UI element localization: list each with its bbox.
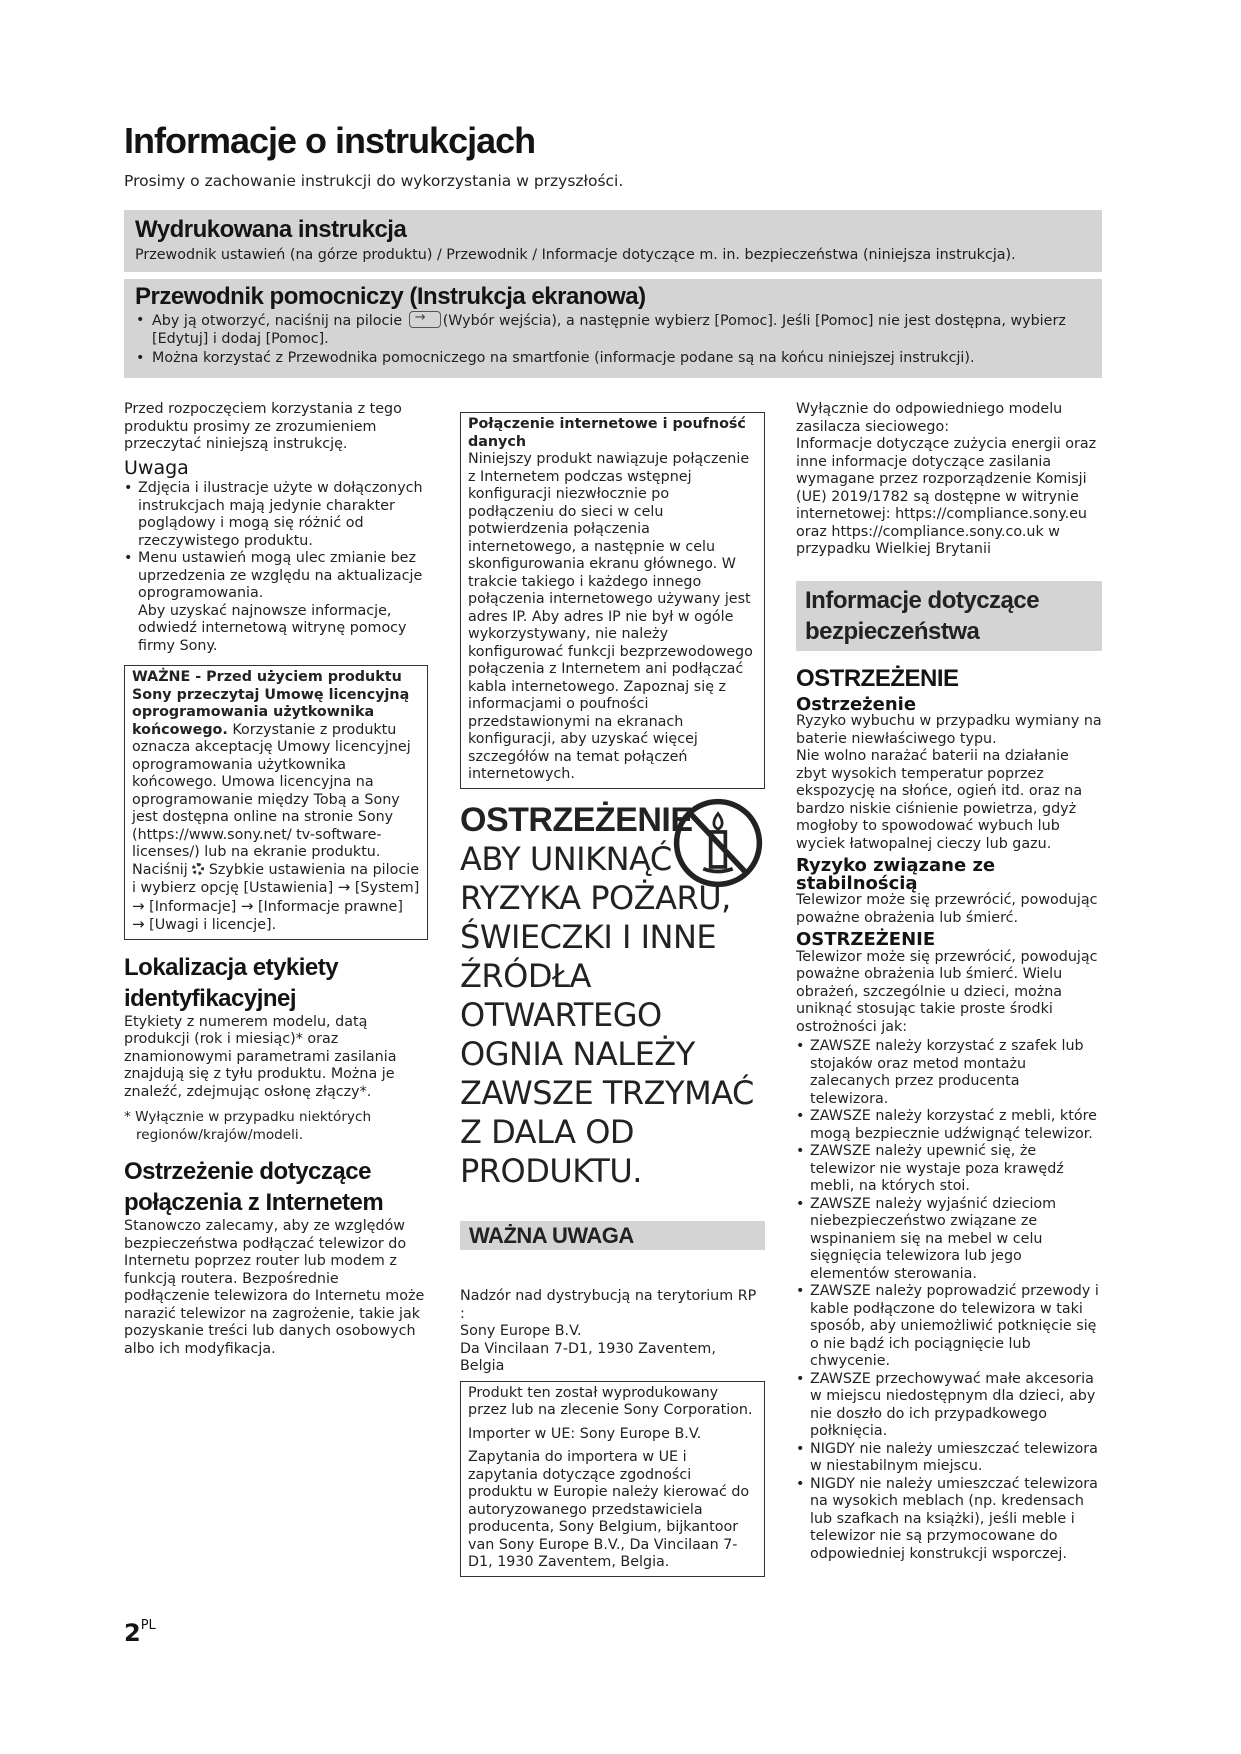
arrow-right-icon: → [132,915,145,933]
eula-box [124,665,428,940]
input-select-icon [409,311,441,328]
privacy-box [460,412,765,789]
menu-path-settings: [Ustawienia] [243,880,334,896]
importer-text: Produkt ten został wyprodukowany przez lub na zlecenie Sony Corporation. [468,1384,753,1418]
note-heading: Uwaga [124,456,189,479]
eula-text-2: na pilocie i wybierz opcję [132,861,419,896]
note-text: Menu ustawień mogą ulec zmianie bez uprzedzenia ze względu na aktualizacje oprogramowania. [138,550,423,601]
list-item: • ZAWSZE należy poprowadzić przewody i kable podłączone do telewizora w taki sposób, aby uniemożliwić potknięcie się o nie bądź ich pociągnięcie lub chwycenie. [796,1283,1102,1371]
warning-subheading-2: OSTRZEŻENIE [796,929,936,950]
page-number-value: 2 [124,1619,141,1647]
list-item: • ZAWSZE należy upewnić się, że telewizor nie wystaje poza krawędź mebli, na których stoi. [796,1143,1102,1196]
safety-heading: Informacje dotyczące bezpieczeństwa [796,581,1102,651]
list-item: • NIGDY nie należy umieszczać telewizora w niestabilnym miejscu. [796,1441,1102,1476]
menu-path-notices: [Uwagi i licencje]. [149,917,277,933]
arrow-right-icon: → [132,896,145,915]
warning-text-3: Telewizor może się przewrócić, powodując poważne obrażenia lub śmierć. Wielu obrażeń, szczególnie u dzieci, można uniknąć stosując takie proste środki ostrożności jak: [796,948,1098,1035]
list-item: • ZAWSZE należy korzystać z mebli, które mogą bezpiecznie udźwignąć telewizor. [796,1108,1102,1143]
intro-text: Przed rozpoczęciem korzystania z tego produktu prosimy ze zrozumieniem przeczytać niniejszą instrukcję. [124,401,402,452]
column-right [796,401,1102,1565]
list-item: • NIGDY nie należy umieszczać telewizora na wysokich meblach (np. kredensach lub szafkach na książki), jeśli meble i telewizor nie są przymocowane do odpowiedniej konstrukcji wsporczej. [796,1476,1102,1564]
menu-path-system: [System] [354,880,420,896]
list-item [136,311,1086,348]
address-line: Da Vincilaan 7-D1, 1930 Zaventem, [460,1340,716,1357]
page-number [124,1618,156,1647]
list-item: • ZAWSZE przechowywać małe akcesoria w miejscu niedostępnym dla dzieci, aby nie doszło do ich przypadkowego połknięcia. [796,1371,1102,1441]
list-item [136,349,1086,367]
label-footnote: * Wyłącznie w przypadku niektórych regionów/krajów/modeli. [124,1109,372,1143]
printed-manual-heading: Wydrukowana instrukcja [135,216,407,243]
stability-text: Telewizor może się przewrócić, powodując poważne obrażenia lub śmierć. [796,892,1098,926]
arrow-right-icon: → [337,878,351,896]
help-bullet-text: Można korzystać z Przewodnika pomocniczego na smartfonie (informacje podane są na końcu niniejszej instrukcji). [152,350,975,366]
privacy-heading: Połączenie internetowe i poufność danych [468,416,746,450]
importer-text: Importer w UE: Sony Europe B.V. [468,1425,702,1442]
printed-manual-text: Przewodnik ustawień (na górze produktu) / Przewodnik / Informacje dotyczące m. in. bezpieczeństwa (niniejsza instrukcja). [135,247,1016,263]
fire-warning-word: OSTRZEŻENIE [460,800,693,839]
address-line: Sony Europe B.V. [460,1323,582,1339]
importer-box [460,1381,765,1577]
note-list [124,480,428,655]
stability-heading: Ryzyko związane ze stabilnością [796,855,996,894]
menu-path-info: [Informacje] [149,898,237,915]
arrow-right-icon: → [240,896,254,915]
warning-text: Nie wolno narażać baterii na działanie zbyt wysokich temperatur poprzez ekspozycję na słońce, ogień itd. oraz na bardzo niskie ciśnienie powietrza, gdyż mogłoby to spowodować wybuch lub wyciek łatwopalnej cieczy lub gazu. [796,748,1083,852]
page-language: PL [140,1618,156,1633]
adapter-intro: Wyłącznie do odpowiedniego modelu zasilacza sieciowego: [796,401,1063,435]
label-heading: Lokalizacja etykiety identyfikacyjnej [124,953,339,1012]
note-extra-text: Aby uzyskać najnowsze informacje, odwiedź internetową witrynę pomocy firmy Sony. [138,602,407,654]
list-item: • ZAWSZE należy korzystać z szafek lub stojaków oraz metod montażu zalecanych przez producenta telewizora. [796,1038,1102,1108]
help-guide-section [124,279,1102,378]
fire-warning [460,801,765,1191]
help-guide-list [136,311,1086,368]
address-line: Belgia [460,1358,505,1374]
quick-settings-icon [192,863,204,875]
warning-text: Ryzyko wybuchu w przypadku wymiany na baterie niewłaściwego typu. [796,713,1102,747]
help-bullet-text: Aby ją otworzyć, naciśnij na pilocie [152,313,403,329]
adapter-text: Informacje dotyczące zużycia energii oraz inne informacje dotyczące zasilania wymagane przez rozporządzenie Komisji (UE) 2019/1782 są dostępne w witrynie internetowej: https://compliance.sony.eu oraz https://compliance.sony.co.uk w przypadku Wielkiej Brytanii [796,436,1097,557]
warning-subheading: Ostrzeżenie [796,693,917,715]
fire-warning-body: ABY UNIKNĄĆ RYZYKA POŻARU, ŚWIECZKI I INNE ŹRÓDŁA OTWARTEGO OGNIA NALEŻY ZAWSZE TRZYMAĆ Z DALA OD PRODUKTU. [460,839,754,1190]
page-subtitle: Prosimy o zachowanie instrukcji do wykorzystania w przyszłości. [124,172,624,190]
label-text: Etykiety z numerem modelu, datą produkcji (rok i miesiąc)* oraz znamionowymi parametrami zasilania znajdują się z tyłu produktu. Można je znaleźć, zdejmując osłonę złączy*. [124,1013,397,1100]
no-candles-icon [672,797,764,889]
important-note-heading: WAŻNA UWAGA [460,1221,765,1251]
fire-warning-text [460,840,760,1191]
printed-manual-section [124,210,1102,272]
menu-path-legal: [Informacje prawne] [257,898,403,915]
column-middle [460,412,765,1577]
warning-title: OSTRZEŻENIE [796,664,959,692]
importer-text: Zapytania do importera w UE i zapytania dotyczące zgodności produktu w Europie należy kierować do autoryzowanego przedstawiciela producenta, Sony Belgium, bijkantoor van Sony Europe B.V., Da Vincilaan 7-D1, 1930 Zaventem, Belgia. [468,1449,750,1570]
list-item [124,550,428,655]
internet-warning-heading: Ostrzeżenie dotyczące połączenia z Internetem [124,1158,384,1216]
list-item: • ZAWSZE należy wyjaśnić dzieciom niebezpieczeństwo związane ze wspinaniem się na mebel w celu sięgnięcia telewizora lub jego elementów sterowania. [796,1196,1102,1284]
quick-settings-key: Szybkie ustawienia [208,861,346,878]
privacy-text: Niniejszy produkt nawiązuje połączenie z Internetem podczas wstępnej konfiguracji niezwłocznie po podłączeniu do sieci w celu potwierdzenia połączenia internetowego, a następnie w celu skonfigurowania ekranu głównego. W trakcie takiego i każdego innego połączenia internetowego używany jest adres IP. Aby adres IP nie był w ogóle wykorzystywany, nie należy konfigurować funkcji bezprzewodowego połączenia z Internetem ani podłączać kabla internetowego. Zapoznaj się z informacjami o poufności przedstawionymi na ekranach konfiguracji, aby uzyskać więcej szczegółów na temat połączeń internetowych. [468,451,753,782]
list-item: • Zdjęcia i ilustracje użyte w dołączonych instrukcjach mają jedynie charakter poglądowy i mogą się różnić od rzeczywistego produktu. [124,480,428,550]
help-bullet-text-cont: (Wybór wejścia), a następnie wybierz [Pomoc]. Jeśli [Pomoc] nie jest dostępna, wybierz [Edytuj] i dodaj [Pomoc]. [152,313,1066,347]
eula-text: Korzystanie z produktu oznacza akceptację Umowy licencyjnej oprogramowania użytkownika końcowego. Umowa licencyjna na oprogramowanie między Tobą a Sony jest dostępna online na stronie Sony (https://www.sony.net/ tv-software-licenses/) lub na ekranie produktu. Naciśnij [132,721,411,878]
column-left [124,401,428,1358]
internet-warning-text: Stanowczo zalecamy, aby ze względów bezpieczeństwa podłączać telewizor do Internetu poprzez router lub modem z funkcją routera. Bezpośrednie podłączenie telewizora do Internetu może narazić telewizor na zagrożenie, takie jak pozyskanie treści lub danych osobowych albo ich modyfikacja. [124,1218,425,1357]
safety-list [796,1038,1102,1563]
help-guide-heading: Przewodnik pomocniczy (Instrukcja ekranowa) [135,283,646,310]
eula-bold-text: WAŻNE - Przed użyciem produktu Sony przeczytaj Umowę licencyjną oprogramowania użytkownika końcowego. [132,669,410,738]
distribution-text: Nadzór nad dystrybucją na terytorium RP : [460,1288,757,1322]
page-title: Informacje o instrukcjach [124,120,536,161]
